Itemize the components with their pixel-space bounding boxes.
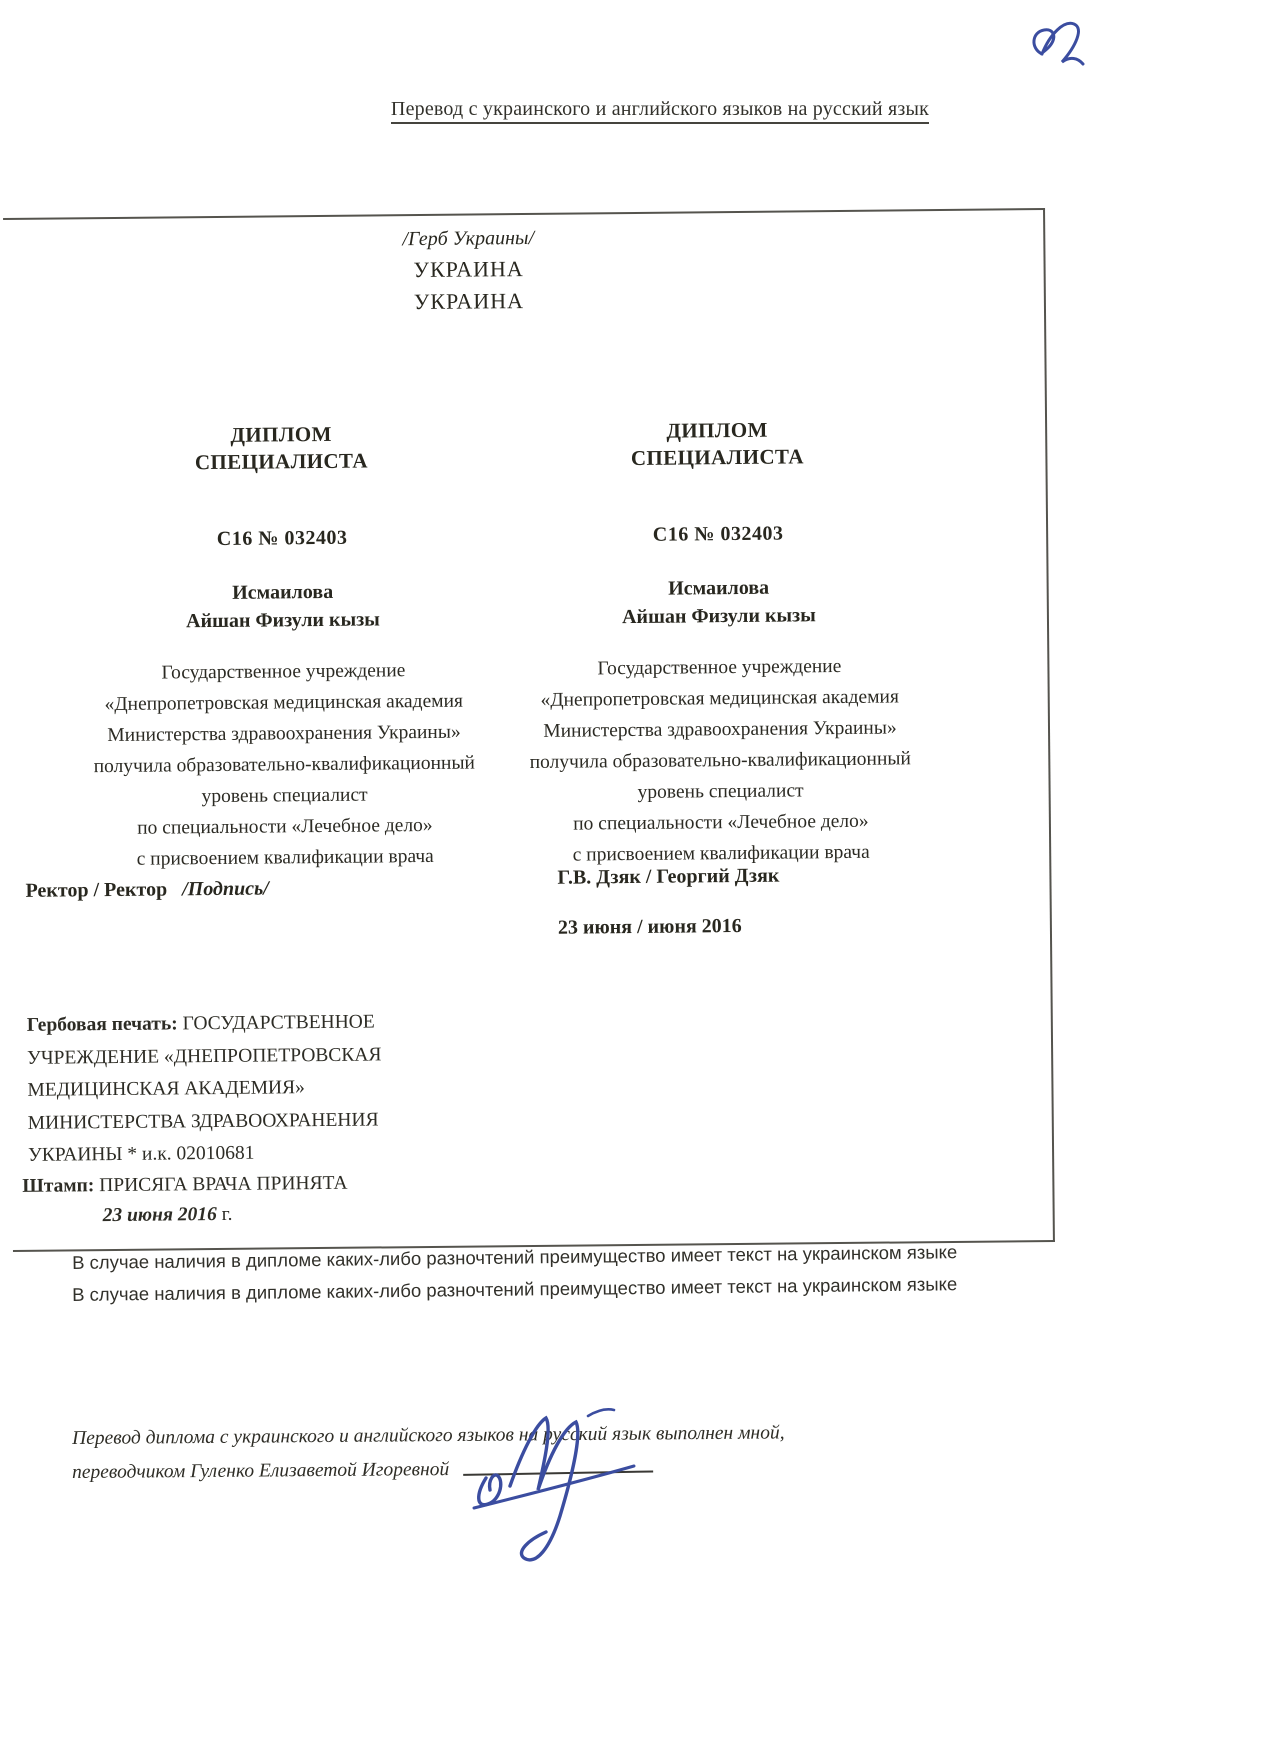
diploma-holder-left: Исмаилова Айшан Физули кызы [185,580,380,633]
oath-stamp-block [22,1169,348,1232]
stamp-line-1: Штамп: ПРИСЯГА ВРАЧА ПРИНЯТА [22,1172,348,1197]
translation-direction-header [300,98,1020,121]
rector-name-line: Г.В. Дзяк / Георгий Дзяк [557,864,780,889]
diploma-frame [3,208,1055,1252]
signature-placeholder-note: /Подпись/ [182,877,269,901]
translator-statement-line1: Перевод диплома с украинского и английского языков на русский язык выполнен мной, [72,1422,785,1449]
seal-line-4: МИНИСТЕРСТВА ЗДРАВООХРАНЕНИЯ [27,1108,379,1134]
seal-line-1: Гербовая печать: ГОСУДАРСТВЕННОЕ [26,1011,375,1036]
diploma-title-left: ДИПЛОМ СПЕЦИАЛИСТА [194,421,369,475]
diploma-column-left [47,419,519,875]
rector-label: Ректор / Ректор [25,878,168,902]
translation-direction-text: Перевод с украинского и английского языков на русский язык [391,98,929,124]
discrepancy-notice-1: В случае наличия в дипломе каких-либо разночтений преимущество имеет текст на украинском языке [72,1241,958,1273]
issue-date-line: 23 июня / июня 2016 [557,914,742,939]
seal-description-block [27,1006,459,1173]
diploma-body-left: Государственное учреждение «Днепропетровская медицинская академия Министерства здравоохранения Украины» получила образовательно-квалификационный уровень специалист по специальности «Лечебное дело» с присвоением квалификации врача [93,660,476,870]
diploma-column-right [483,415,955,871]
signature-strokes [448,1390,658,1590]
diploma-body-right: Государственное учреждение «Днепропетровская медицинская академия Министерства здравоохранения Украины» получила образовательно-квалификационный уровень специалист по специальности «Лечебное дело» с присвоением квалификации врача [529,655,912,866]
discrepancy-notice-2: В случае наличия в дипломе каких-либо разночтений преимущество имеет текст на украинском языке [72,1273,958,1305]
translator-signature [448,1390,658,1590]
coat-of-arms-note: /Герб Украины/ [402,226,535,251]
seal-label: Гербовая печать: [26,1013,178,1036]
stamp-date-line: 23 июня 2016 г. [102,1203,233,1227]
seal-line-5: УКРАИНЫ * и.к. 02010681 [27,1142,255,1166]
handwritten-2-glyph [1020,8,1100,88]
seal-line-3: МЕДИЦИНСКАЯ АКАДЕМИЯ» [27,1077,305,1101]
translator-statement-line2: переводчиком Гуленко Елизаветой Игоревной [72,1455,972,1484]
country-name-line2: УКРАИНА [413,288,525,315]
stamp-label: Штамп: [22,1175,95,1197]
diploma-serial-left: С16 № 032403 [216,526,348,550]
diploma-serial-right: С16 № 032403 [652,522,784,546]
rector-signature-line [25,878,268,903]
diploma-title-right: ДИПЛОМ СПЕЦИАЛИСТА [630,417,805,471]
stamp-date: 23 июня 2016 [102,1204,217,1227]
herald-block [3,223,934,319]
diploma-holder-right: Исмаилова Айшан Физули кызы [621,576,816,629]
country-name-line1: УКРАИНА [413,256,524,283]
handwritten-page-number [1020,8,1100,88]
seal-line-2: УЧРЕЖДЕНИЕ «ДНЕПРОПЕТРОВСКАЯ [27,1043,382,1069]
